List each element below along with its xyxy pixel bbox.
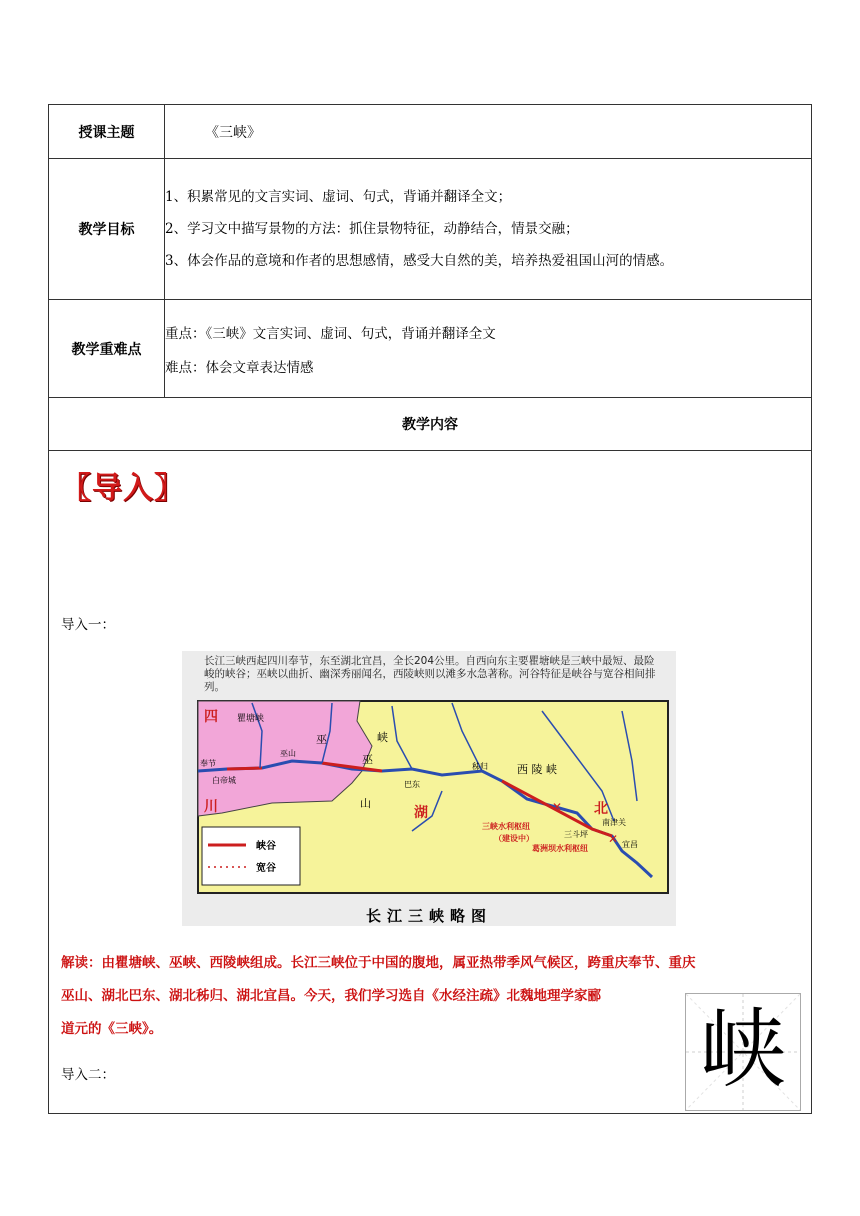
label-xiling: 西 陵 峡 (517, 763, 557, 776)
label-baidicheng: 白帝城 (212, 776, 236, 785)
explanation-line: 解读：由瞿塘峡、巫峡、西陵峡组成。长江三峡位于中国的腹地，属亚热带季风气候区，跨重庆奉节、重庆 (61, 955, 696, 971)
label-wushan: 巫山 (280, 749, 296, 758)
three-gorges-map (182, 651, 676, 926)
intro-lead-one: 导入一： (61, 617, 115, 633)
content-header: 教学内容 (49, 398, 812, 451)
label-nanjinguan: 南津关 (602, 818, 626, 827)
character-card (685, 993, 801, 1111)
character-glyph: 峡 (700, 1000, 786, 1100)
label-dam1: 三峡水利枢纽 (482, 822, 530, 831)
dam-marker-sanxia: ✕ (552, 800, 563, 814)
label-sandouping: 三斗坪 (564, 830, 588, 839)
goals-label: 教学目标 (49, 159, 165, 300)
label-qutang: 瞿塘峡 (237, 714, 265, 724)
explanation-line: 巫山、湖北巴东、湖北秭归、湖北宜昌。今天，我们学习选自《水经注疏》北魏地理学家郦 (61, 988, 601, 1004)
label-legend-gorge: 峡谷 (256, 841, 276, 852)
label-dam1b: （建设中） (494, 834, 534, 843)
map-caption: 长江三峡略图 (365, 907, 492, 925)
label-legend-valley: 宽谷 (256, 863, 276, 874)
map-graphic (182, 651, 676, 926)
intro-lead-two: 导入二： (61, 1067, 115, 1083)
dam-marker-gezhouba: ✕ (608, 832, 619, 846)
qutang-gorge-segment (227, 768, 262, 769)
map-legend (202, 827, 300, 885)
label-fengjie: 奉节 (200, 759, 216, 768)
label-dam2: 葛洲坝水利枢纽 (532, 844, 588, 853)
key-point-item: 重点：《三峡》文言实词、虚词、句式，背诵并翻译全文 (165, 325, 496, 342)
difficult-point-item: 难点：体会文章表达情感 (165, 359, 314, 376)
label-bei: 北 (594, 801, 608, 817)
label-yichang: 宜昌 (622, 840, 638, 849)
label-chuan: 川 (204, 799, 218, 815)
topic-label: 授课主题 (49, 105, 165, 159)
intro-title: 〖导入〗 (61, 471, 185, 506)
label-hu: 湖 (414, 805, 428, 821)
map-description: 长江三峡西起四川奉节，东至湖北宜昌，全长204公里。自西向东主要瞿塘峡是三峡中最短、最险峻的峡谷；巫峡以曲折、幽深秀丽闻名，西陵峡则以滩多水急著称。河谷特征是峡谷与宽谷相间排列。 (204, 655, 656, 693)
goal-item: 3、体会作品的意境和作者的思想感情，感受大自然的美，培养热爱祖国山河的情感。 (165, 253, 674, 269)
goal-item: 1、积累常见的文言实词、虚词、句式，背诵并翻译全文； (165, 189, 512, 205)
label-wu: 巫 (316, 733, 327, 746)
topic-value: 《三峡》 (165, 105, 812, 159)
label-xia: 峡 (377, 731, 388, 744)
key-points-cell (165, 300, 812, 398)
key-points-label: 教学重难点 (49, 300, 165, 398)
content-body (49, 451, 812, 1114)
label-wu2: 巫 (362, 753, 373, 766)
goal-item: 2、学习文中描写景物的方法：抓住景物特征，动静结合，情景交融； (165, 221, 579, 237)
label-zigui: 秭归 (472, 762, 488, 771)
goals-cell (165, 159, 812, 300)
label-badong: 巴东 (404, 780, 420, 789)
label-shan: 山 (360, 797, 371, 810)
lesson-plan-table (48, 104, 812, 1114)
label-si: 四 (204, 709, 218, 725)
explanation-line: 道元的《三峡》。 (61, 1021, 163, 1037)
